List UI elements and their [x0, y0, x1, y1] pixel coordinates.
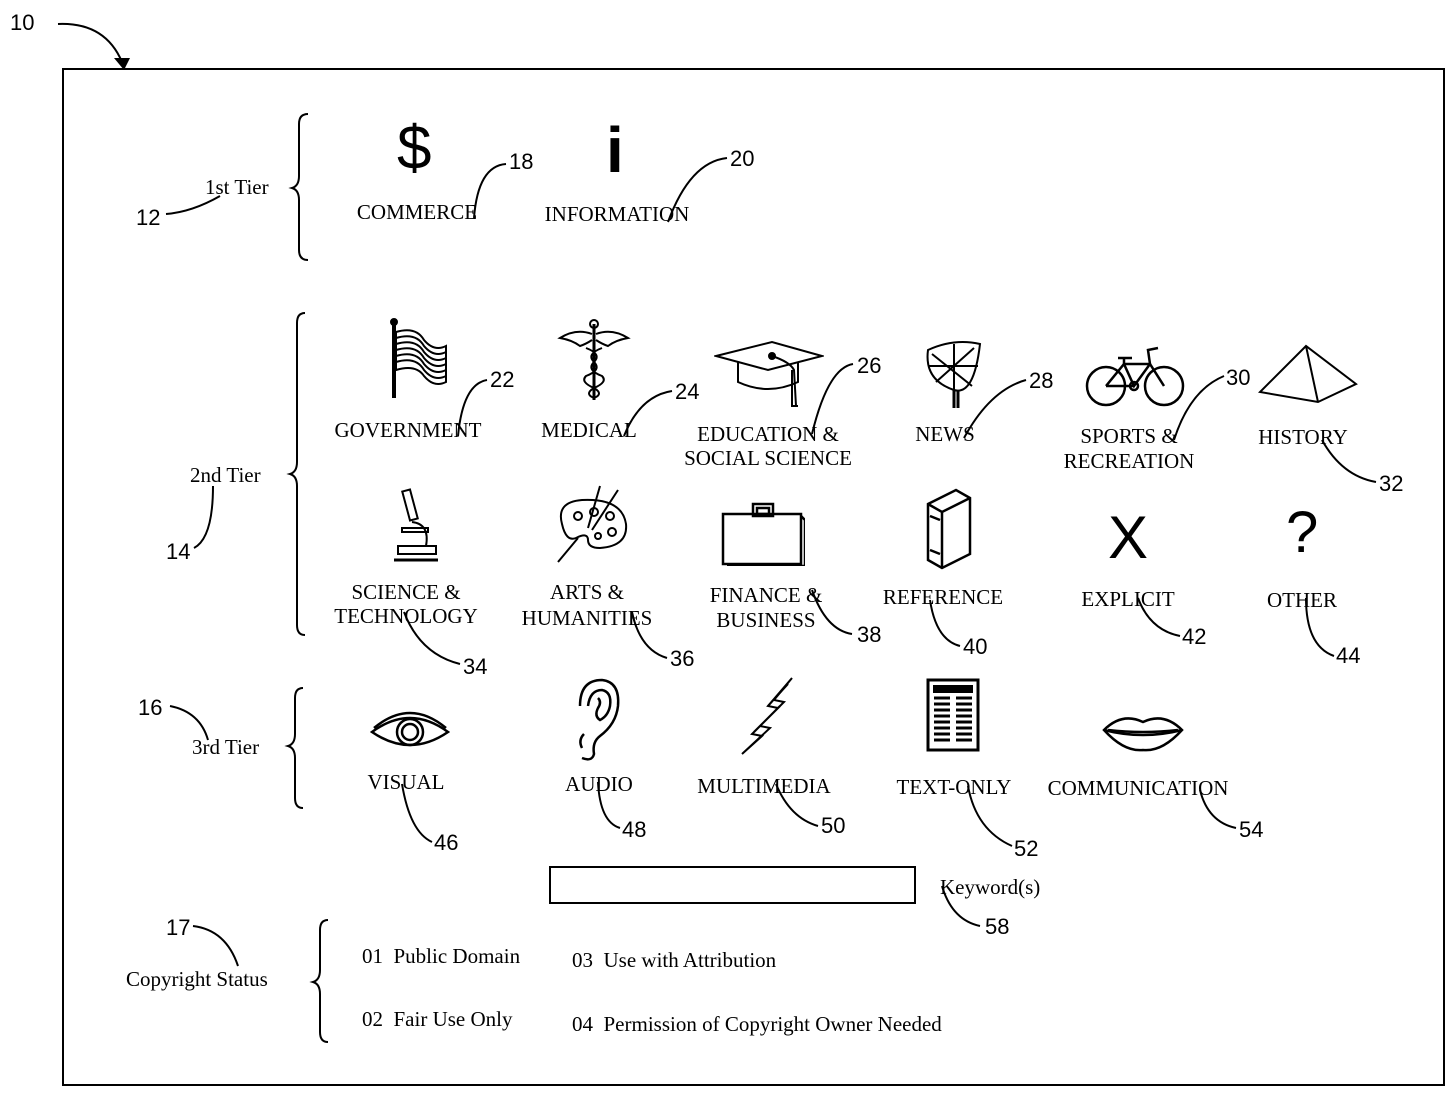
ref-arts: 36 — [670, 646, 695, 671]
ear-graphic — [570, 676, 622, 762]
category-science-label-1[interactable]: SCIENCE & — [351, 580, 461, 604]
ref-news: 28 — [1029, 368, 1054, 393]
option-code: 04 — [572, 1012, 593, 1036]
tier2-ref: 14 — [166, 539, 191, 564]
ref-multimedia: 50 — [821, 813, 846, 838]
ref-text-only: 52 — [1014, 836, 1039, 861]
ref-science: 34 — [463, 654, 488, 679]
x-icon[interactable]: X — [1108, 504, 1149, 571]
graduation-cap-icon[interactable] — [714, 340, 824, 410]
copyright-option-01[interactable] — [362, 944, 520, 968]
ref-medical: 24 — [675, 379, 700, 404]
ref-government: 22 — [490, 367, 515, 392]
category-visual-label[interactable]: VISUAL — [367, 770, 445, 794]
ref-explicit: 42 — [1182, 624, 1207, 649]
category-science-label-2[interactable]: TECHNOLOGY — [334, 604, 478, 628]
book-graphic — [922, 488, 972, 570]
category-government-label[interactable]: GOVERNMENT — [334, 418, 482, 442]
ref-other: 44 — [1336, 643, 1361, 668]
tier1-ref: 12 — [136, 205, 161, 230]
bicycle-graphic — [1084, 344, 1186, 410]
category-explicit-label[interactable]: EXPLICIT — [1081, 587, 1175, 611]
keyword-label: Keyword(s) — [940, 875, 1041, 899]
category-sports-label-1[interactable]: SPORTS & — [1080, 424, 1178, 448]
category-history-label[interactable]: HISTORY — [1258, 425, 1348, 449]
briefcase-icon[interactable] — [721, 502, 805, 566]
category-information-label[interactable]: INFORMATION — [544, 202, 690, 226]
option-text: Public Domain — [393, 944, 521, 968]
pyramid-graphic — [1258, 344, 1358, 406]
document-graphic — [926, 678, 980, 752]
bicycle-icon[interactable] — [1084, 344, 1186, 410]
ref-education: 26 — [857, 353, 882, 378]
question-icon[interactable]: ? — [1286, 500, 1319, 565]
ref-communication: 54 — [1239, 817, 1264, 842]
option-code: 01 — [362, 944, 383, 968]
ref-information: 20 — [730, 146, 755, 171]
category-audio-label[interactable]: AUDIO — [565, 772, 633, 796]
category-commerce-label[interactable]: COMMERCE — [356, 200, 478, 224]
lightning-icon[interactable] — [740, 676, 794, 756]
caduceus-graphic — [556, 318, 632, 402]
eye-graphic — [370, 710, 450, 754]
ref-history: 32 — [1379, 471, 1404, 496]
eye-icon[interactable] — [370, 710, 450, 754]
graduation-cap-graphic — [714, 340, 824, 410]
pyramid-icon[interactable] — [1258, 344, 1358, 406]
category-news-label[interactable]: NEWS — [915, 422, 975, 446]
screen-frame — [62, 68, 1445, 1086]
category-reference-label[interactable]: REFERENCE — [882, 585, 1004, 609]
figure-ref-label: 10 — [10, 10, 35, 35]
briefcase-graphic — [721, 502, 805, 566]
ref-sports: 30 — [1226, 365, 1251, 390]
option-text: Fair Use Only — [393, 1007, 513, 1031]
option-code: 02 — [362, 1007, 383, 1031]
category-medical-label[interactable]: MEDICAL — [541, 418, 637, 442]
option-text: Permission of Copyright Owner Needed — [603, 1012, 942, 1036]
satellite-dish-icon[interactable] — [914, 340, 984, 410]
tier2-label: 2nd Tier — [190, 463, 261, 487]
ref-finance: 38 — [857, 622, 882, 647]
category-multimedia-label[interactable]: MULTIMEDIA — [697, 774, 831, 798]
ref-commerce: 18 — [509, 149, 534, 174]
satellite-dish-graphic — [914, 340, 984, 410]
copyright-option-03[interactable] — [572, 948, 776, 972]
category-finance-label-2[interactable]: BUSINESS — [716, 608, 816, 632]
category-arts-label-1[interactable]: ARTS & — [549, 580, 625, 604]
document-icon[interactable] — [926, 678, 980, 752]
keyword-input[interactable] — [549, 866, 916, 904]
microscope-icon[interactable] — [392, 488, 440, 562]
ref-reference: 40 — [963, 634, 988, 659]
category-other-label[interactable]: OTHER — [1267, 588, 1337, 612]
tier3-ref: 16 — [138, 695, 163, 720]
category-text-only-label[interactable]: TEXT-ONLY — [896, 775, 1012, 799]
caduceus-icon[interactable] — [556, 318, 632, 402]
copyright-status-label: Copyright Status — [126, 967, 268, 991]
copyright-option-02[interactable] — [362, 1007, 513, 1031]
ref-keyword: 58 — [985, 914, 1010, 939]
lips-graphic — [1102, 712, 1184, 752]
category-education-label-2[interactable]: SOCIAL SCIENCE — [684, 446, 852, 470]
copyright-option-04[interactable] — [572, 1012, 942, 1036]
microscope-graphic — [392, 488, 440, 562]
flag-icon[interactable] — [386, 318, 450, 402]
lips-icon[interactable] — [1102, 712, 1184, 752]
option-code: 03 — [572, 948, 593, 972]
ear-icon[interactable] — [570, 676, 622, 762]
palette-graphic — [552, 484, 632, 564]
category-education-label-1[interactable]: EDUCATION & — [697, 422, 839, 446]
info-icon[interactable]: i — [606, 114, 624, 186]
tier3-label: 3rd Tier — [192, 735, 260, 759]
tier1-label: 1st Tier — [205, 175, 269, 199]
option-text: Use with Attribution — [603, 948, 777, 972]
ref-audio: 48 — [622, 817, 647, 842]
flag-graphic — [386, 318, 450, 402]
copyright-status-ref: 17 — [166, 915, 191, 940]
category-sports-label-2[interactable]: RECREATION — [1063, 449, 1195, 473]
category-arts-label-2[interactable]: HUMANITIES — [521, 606, 653, 630]
dollar-icon[interactable]: $ — [397, 114, 432, 183]
book-icon[interactable] — [922, 488, 972, 570]
palette-icon[interactable] — [552, 484, 632, 564]
category-communication-label[interactable]: COMMUNICATION — [1047, 776, 1229, 800]
category-finance-label-1[interactable]: FINANCE & — [709, 583, 823, 607]
lightning-graphic — [740, 676, 794, 756]
ref-visual: 46 — [434, 830, 459, 855]
